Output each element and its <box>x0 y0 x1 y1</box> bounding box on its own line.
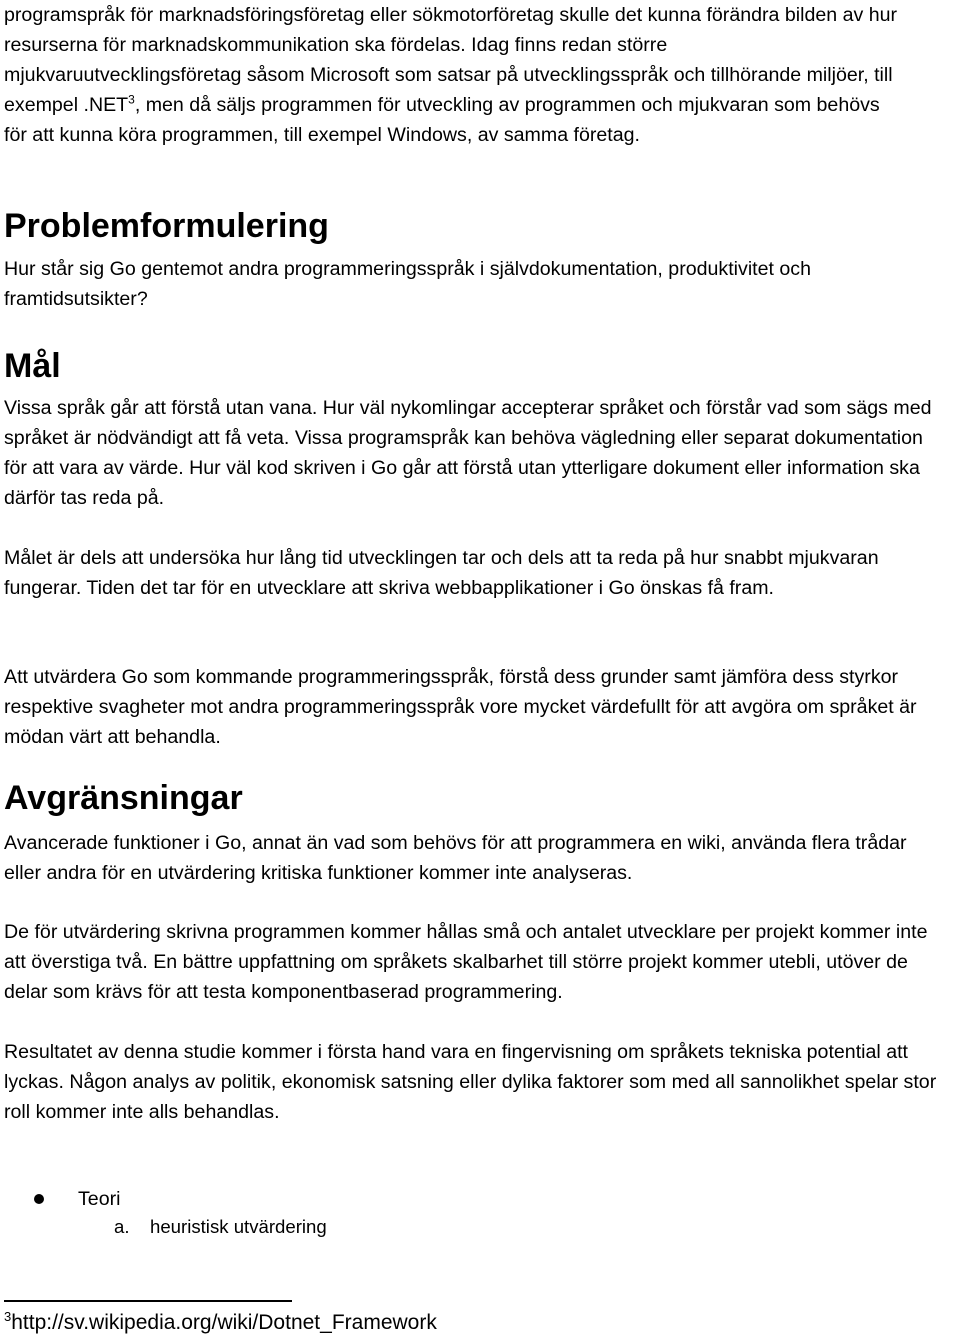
goal-body-2 <box>4 543 956 603</box>
problem-heading: Problemformulering <box>4 207 329 245</box>
goal-paragraph-3: Att utvärdera Go som kommande programmeringsspråk, förstå dess grunder samt jämföra dess styrkor respektive svagheter mot andra programmeringsspråk vore mycket värdefullt för att avgöra om språket är mödan värt att behandla. <box>4 666 917 748</box>
problem-section <box>4 206 956 246</box>
footnote-link[interactable]: http://sv.wikipedia.org/wiki/Dotnet_Framework <box>11 1311 437 1334</box>
goal-section <box>4 346 956 386</box>
sub-list-marker: a. <box>114 1216 130 1237</box>
limits-section <box>4 778 956 818</box>
bullet-icon <box>34 1194 44 1204</box>
goal-body-3 <box>4 662 956 752</box>
goal-paragraph-1: Vissa språk går att förstå utan vana. Hur väl nykomlingar accepterar språket och förstår vad som sägs med språket är nödvändigt att få veta. Vissa programspråk kan behöva vägledning eller separat dokumentation för att vara av värde. Hur väl kod skriven i Go går att förstå utan ytterligare dokument eller information ska därför tas reda på. <box>4 397 932 509</box>
goal-paragraph-2: Målet är dels att undersöka hur lång tid utvecklingen tar och dels att ta reda på hur snabbt mjukvaran fungerar. Tiden det tar för en utvecklare att skriva webbapplikationer i Go önskas få fram. <box>4 547 879 599</box>
limits-paragraph-1: Avancerade funktioner i Go, annat än vad som behövs för att programmera en wiki, använda flera trådar eller andra för en utvärdering kritiska funktioner kommer inte analyseras. <box>4 832 907 884</box>
limits-paragraph-3: Resultatet av denna studie kommer i första hand vara en fingervisning om språkets tekniska potential att lyckas. Någon analys av politik, ekonomisk satsning eller dylika faktorer som med all sannolikhet spelar stor roll kommer inte alls behandlas. <box>4 1041 937 1123</box>
list-item-label: Teori <box>78 1188 121 1210</box>
limits-body-3 <box>4 1037 956 1127</box>
footnote <box>4 1308 437 1338</box>
limits-paragraph-2: De för utvärdering skrivna programmen kommer hållas små och antalet utvecklare per projekt kommer inte att överstiga två. En bättre uppfattning om språkets skalbarhet till större projekt kommer utebli, utöver de delar som krävs för att testa komponentbaserad programmering. <box>4 921 928 1003</box>
intro-paragraph <box>4 0 956 150</box>
intro-text: programspråk för marknadsföringsföretag eller sökmotorföretag skulle det kunna förändra bilden av hur resurserna för marknadskommunikation ska fördelas. Idag finns redan större mjukvaruutvecklingsföretag såsom Microsoft som satsar på utvecklingsspråk och tillhörande miljöer, till exempel .NET <box>4 4 898 116</box>
limits-body <box>4 828 956 888</box>
footnote-ref: 3 <box>128 92 135 107</box>
limits-heading: Avgränsningar <box>4 779 243 817</box>
intro-text-cont: , men då säljs programmen för utveckling av programmen och mjukvaran som behövs för att kunna köra programmen, till exempel Windows, av samma företag. <box>4 94 880 146</box>
problem-text: Hur står sig Go gentemot andra programmeringsspråk i självdokumentation, produktivitet och framtidsutsikter? <box>4 258 811 310</box>
footnote-divider <box>4 1300 292 1302</box>
goal-body <box>4 393 956 513</box>
limits-body-2 <box>4 917 956 1007</box>
problem-body <box>4 254 956 314</box>
goal-heading: Mål <box>4 347 61 385</box>
sub-list-label: heuristisk utvärdering <box>150 1216 327 1237</box>
footnote-number: 3 <box>4 1309 12 1324</box>
